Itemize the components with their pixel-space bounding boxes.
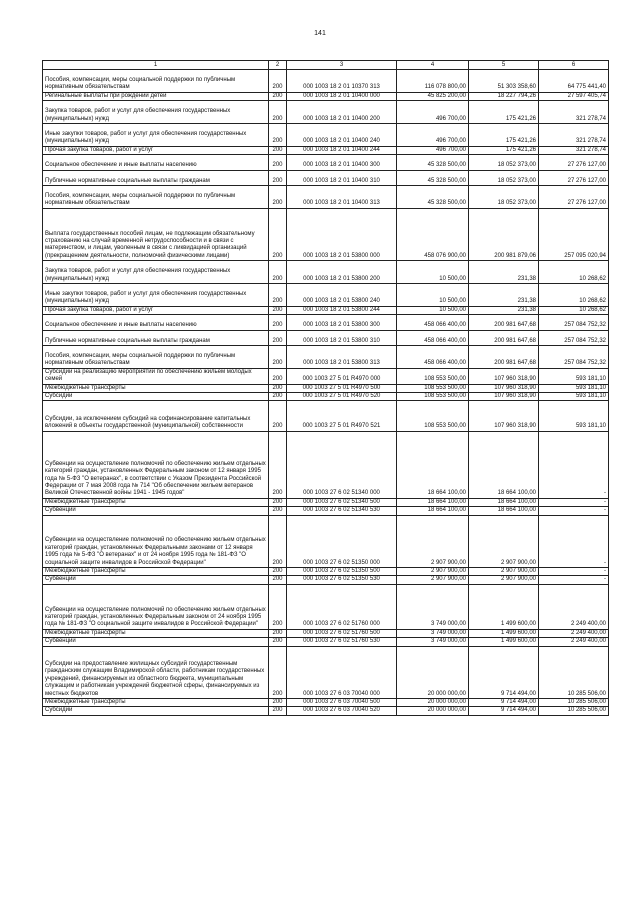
row-budget-code: 000 1003 18 2 01 53800 244: [287, 306, 397, 314]
table-row: [43, 431, 609, 498]
row-budget-code: 000 1003 27 6 02 51760 530: [287, 638, 397, 646]
row-budget-code: 000 1003 18 2 01 10400 244: [287, 146, 397, 154]
row-executed: 200 981 647,68: [469, 330, 539, 345]
row-unexecuted: 593 181,10: [539, 392, 609, 400]
row-budget-code: 000 1003 27 6 03 70040 500: [287, 698, 397, 706]
row-executed: 200 981 879,06: [469, 208, 539, 260]
table-row: [43, 306, 609, 314]
row-executed: 107 960 318,90: [469, 392, 539, 400]
row-executed: 1 499 600,00: [469, 629, 539, 637]
row-unexecuted: 321 278,74: [539, 101, 609, 124]
row-unexecuted: 27 597 405,74: [539, 92, 609, 100]
table-row: [43, 576, 609, 584]
row-approved: 3 749 000,00: [397, 584, 469, 629]
row-unexecuted: 2 249 400,00: [539, 629, 609, 637]
row-budget-code: 000 1003 27 6 02 51350 530: [287, 576, 397, 584]
row-budget-code: 000 1003 18 2 01 10370 313: [287, 70, 397, 93]
row-approved: 20 000 000,00: [397, 707, 469, 715]
row-approved: 496 700,00: [397, 101, 469, 124]
row-line-code: 200: [269, 185, 287, 208]
row-line-code: 200: [269, 392, 287, 400]
row-executed: 175 421,26: [469, 146, 539, 154]
row-budget-code: 000 1003 18 2 01 53800 300: [287, 315, 397, 330]
table-row: [43, 368, 609, 384]
header-row: [43, 61, 609, 70]
row-line-code: 200: [269, 707, 287, 715]
row-executed: 231,38: [469, 261, 539, 284]
page-number: 141: [314, 30, 326, 37]
row-approved: 20 000 000,00: [397, 698, 469, 706]
row-unexecuted: 257 084 752,32: [539, 315, 609, 330]
row-line-code: 200: [269, 498, 287, 506]
row-approved: 2 907 900,00: [397, 515, 469, 567]
row-executed: 51 303 358,60: [469, 70, 539, 93]
row-line-code: 200: [269, 384, 287, 392]
row-line-code: 200: [269, 170, 287, 185]
row-name: Субвенции на осуществление полномочий по обеспечению жильем отдельных категорий граждан, установленных Федеральными законами от 12 января 1995 года № 5-ФЗ "О ветеранах" и от 24 ноября 1995 года № 181-ФЗ "О социальной защите инвалидов в Российской Федерации": [43, 515, 269, 567]
row-executed: 9 714 494,00: [469, 707, 539, 715]
row-budget-code: 000 1003 27 5 01 R4970 500: [287, 384, 397, 392]
table-row: [43, 638, 609, 646]
row-name: Закупка товаров, работ и услуг для обеспечения государственных (муниципальных) нужд: [43, 261, 269, 284]
table-body: [43, 70, 609, 716]
row-executed: 9 714 494,00: [469, 646, 539, 698]
row-line-code: 200: [269, 638, 287, 646]
row-executed: 18 664 100,00: [469, 431, 539, 498]
row-approved: 45 328 500,00: [397, 185, 469, 208]
row-name: Межбюджетные трансферты: [43, 698, 269, 706]
table-row: [43, 629, 609, 637]
row-budget-code: 000 1003 18 2 01 53800 313: [287, 345, 397, 368]
row-budget-code: 000 1003 27 6 02 51760 500: [287, 629, 397, 637]
row-executed: 200 981 647,68: [469, 345, 539, 368]
row-name: Субвенции на осуществление полномочий по обеспечению жильем отдельных категорий граждан, установленных Федеральным законом от 24 ноября 1995 года № 181-ФЗ "О социальной защите инвалидов в Российской Федерации": [43, 584, 269, 629]
row-approved: 108 553 500,00: [397, 401, 469, 431]
row-unexecuted: 593 181,10: [539, 368, 609, 384]
row-approved: 45 825 200,00: [397, 92, 469, 100]
row-name: Межбюджетные трансферты: [43, 629, 269, 637]
row-approved: 458 066 400,00: [397, 330, 469, 345]
row-line-code: 200: [269, 584, 287, 629]
row-unexecuted: -: [539, 567, 609, 575]
row-line-code: 200: [269, 208, 287, 260]
row-unexecuted: 64 775 441,40: [539, 70, 609, 93]
row-executed: 2 907 900,00: [469, 515, 539, 567]
table-row: [43, 101, 609, 124]
table-row: [43, 392, 609, 400]
header-cell: 6: [539, 61, 609, 70]
row-line-code: 200: [269, 283, 287, 306]
table-row: [43, 315, 609, 330]
table-row: [43, 345, 609, 368]
row-name: Субвенции: [43, 576, 269, 584]
row-executed: 18 052 373,00: [469, 170, 539, 185]
row-line-code: 200: [269, 431, 287, 498]
row-name: Межбюджетные трансферты: [43, 567, 269, 575]
row-approved: 108 553 500,00: [397, 368, 469, 384]
row-approved: 45 328 500,00: [397, 155, 469, 170]
row-approved: 20 000 000,00: [397, 646, 469, 698]
row-approved: 18 664 100,00: [397, 498, 469, 506]
header-cell: 3: [287, 61, 397, 70]
row-budget-code: 000 1003 27 6 03 70040 000: [287, 646, 397, 698]
row-executed: 18 052 373,00: [469, 185, 539, 208]
row-executed: 231,38: [469, 306, 539, 314]
row-budget-code: 000 1003 27 6 02 51340 000: [287, 431, 397, 498]
row-executed: 18 664 100,00: [469, 498, 539, 506]
row-unexecuted: 27 276 127,00: [539, 155, 609, 170]
row-budget-code: 000 1003 27 5 01 R4970 000: [287, 368, 397, 384]
row-executed: 175 421,26: [469, 101, 539, 124]
row-budget-code: 000 1003 27 6 02 51340 500: [287, 498, 397, 506]
row-unexecuted: 27 276 127,00: [539, 185, 609, 208]
table-row: [43, 507, 609, 515]
row-approved: 18 664 100,00: [397, 431, 469, 498]
row-line-code: 200: [269, 315, 287, 330]
row-unexecuted: 593 181,10: [539, 384, 609, 392]
row-name: Пособия, компенсации, меры социальной поддержки по публичным нормативным обязательствам: [43, 185, 269, 208]
table-row: [43, 92, 609, 100]
row-unexecuted: 321 278,74: [539, 124, 609, 147]
row-budget-code: 000 1003 18 2 01 53800 000: [287, 208, 397, 260]
row-unexecuted: 2 249 400,00: [539, 638, 609, 646]
row-name: Субсидии на предоставление жилищных субсидий государственным гражданским служащим Владимирской области, работникам государственных учреждений, финансируемых из областного бюджета, муниципальным служащим и работникам учреждений бюджетной сферы, финансируемых из местных бюджетов: [43, 646, 269, 698]
row-approved: 458 066 400,00: [397, 345, 469, 368]
row-unexecuted: -: [539, 431, 609, 498]
table-row: [43, 261, 609, 284]
row-approved: 10 500,00: [397, 283, 469, 306]
row-executed: 107 960 318,90: [469, 401, 539, 431]
row-budget-code: 000 1003 18 2 01 53800 200: [287, 261, 397, 284]
row-name: Пособия, компенсации, меры социальной поддержки по публичным нормативным обязательствам: [43, 70, 269, 93]
row-unexecuted: 10 268,62: [539, 283, 609, 306]
row-unexecuted: 321 278,74: [539, 146, 609, 154]
row-unexecuted: 10 268,62: [539, 306, 609, 314]
row-name: Межбюджетные трансферты: [43, 384, 269, 392]
table-row: [43, 646, 609, 698]
table-row: [43, 185, 609, 208]
row-executed: 200 981 647,68: [469, 315, 539, 330]
row-name: Прочая закупка товаров, работ и услуг: [43, 306, 269, 314]
table-row: [43, 146, 609, 154]
row-budget-code: 000 1003 18 2 01 53800 310: [287, 330, 397, 345]
row-name: Прочая закупка товаров, работ и услуг: [43, 146, 269, 154]
row-approved: 10 500,00: [397, 306, 469, 314]
row-name: Публичные нормативные социальные выплаты гражданам: [43, 330, 269, 345]
row-approved: 458 066 400,00: [397, 315, 469, 330]
row-line-code: 200: [269, 576, 287, 584]
row-line-code: 200: [269, 698, 287, 706]
row-name: Субвенции: [43, 507, 269, 515]
row-unexecuted: 10 285 506,00: [539, 707, 609, 715]
row-name: Субвенции на осуществление полномочий по обеспечению жильем отдельных категорий граждан, установленных Федеральным законом от 12 января 1995 года № 5-ФЗ "О ветеранах", в соответствии с Указом Президента Российской Федерации от 7 мая 2008 года № 714 "Об обеспечении жильем ветеранов Великой Отечественной войны 1941 - 1945 годов": [43, 431, 269, 498]
row-approved: 496 700,00: [397, 124, 469, 147]
row-approved: 108 553 500,00: [397, 384, 469, 392]
row-approved: 458 076 900,00: [397, 208, 469, 260]
row-approved: 108 553 500,00: [397, 392, 469, 400]
row-budget-code: 000 1003 18 2 01 10400 300: [287, 155, 397, 170]
row-line-code: 200: [269, 330, 287, 345]
row-line-code: 200: [269, 515, 287, 567]
table-row: [43, 515, 609, 567]
row-approved: 10 500,00: [397, 261, 469, 284]
header-cell: 2: [269, 61, 287, 70]
row-unexecuted: 257 084 752,32: [539, 345, 609, 368]
row-executed: 9 714 494,00: [469, 698, 539, 706]
row-executed: 2 907 900,00: [469, 567, 539, 575]
table-row: [43, 707, 609, 715]
row-line-code: 200: [269, 567, 287, 575]
row-approved: 3 749 000,00: [397, 638, 469, 646]
row-executed: 18 052 373,00: [469, 155, 539, 170]
row-executed: 1 499 600,00: [469, 584, 539, 629]
row-budget-code: 000 1003 27 6 02 51350 000: [287, 515, 397, 567]
row-budget-code: 000 1003 27 6 03 70040 520: [287, 707, 397, 715]
table-row: [43, 698, 609, 706]
row-line-code: 200: [269, 101, 287, 124]
row-name: Субсидии, за исключением субсидий на софинансирование капитальных вложений в объекты государственной (муниципальной) собственности: [43, 401, 269, 431]
table-row: [43, 330, 609, 345]
row-line-code: 200: [269, 368, 287, 384]
row-name: Межбюджетные трансферты: [43, 498, 269, 506]
row-approved: 3 749 000,00: [397, 629, 469, 637]
row-budget-code: 000 1003 18 2 01 10400 310: [287, 170, 397, 185]
row-name: Выплата государственных пособий лицам, не подлежащим обязательному страхованию на случай временной нетрудоспособности и в связи с материнством, и лицам, уволенным в связи с ликвидацией организаций (прекращением деятельности, полномочий физическими лицами): [43, 208, 269, 260]
row-budget-code: 000 1003 27 5 01 R4970 520: [287, 392, 397, 400]
row-executed: 2 907 900,00: [469, 576, 539, 584]
row-executed: 18 227 794,26: [469, 92, 539, 100]
row-unexecuted: -: [539, 507, 609, 515]
row-line-code: 200: [269, 146, 287, 154]
row-unexecuted: 10 268,62: [539, 261, 609, 284]
table-row: [43, 124, 609, 147]
row-approved: 18 664 100,00: [397, 507, 469, 515]
header-cell: 4: [397, 61, 469, 70]
row-budget-code: 000 1003 18 2 01 10400 240: [287, 124, 397, 147]
row-name: Иные закупки товаров, работ и услуг для обеспечения государственных (муниципальных) нужд: [43, 283, 269, 306]
row-unexecuted: -: [539, 498, 609, 506]
row-executed: 107 960 318,90: [469, 368, 539, 384]
row-line-code: 200: [269, 306, 287, 314]
row-name: Регинальные выплаты при рождении детей: [43, 92, 269, 100]
row-approved: 45 328 500,00: [397, 170, 469, 185]
row-budget-code: 000 1003 18 2 01 10400 000: [287, 92, 397, 100]
row-name: Иные закупки товаров, работ и услуг для обеспечения государственных (муниципальных) нужд: [43, 124, 269, 147]
table-row: [43, 170, 609, 185]
table-row: [43, 208, 609, 260]
row-unexecuted: 10 285 506,00: [539, 646, 609, 698]
row-unexecuted: -: [539, 515, 609, 567]
table-row: [43, 384, 609, 392]
table-row: [43, 584, 609, 629]
row-unexecuted: 2 249 400,00: [539, 584, 609, 629]
row-budget-code: 000 1003 27 5 01 R4970 521: [287, 401, 397, 431]
row-line-code: 200: [269, 155, 287, 170]
row-budget-code: 000 1003 27 6 02 51760 000: [287, 584, 397, 629]
row-line-code: 200: [269, 401, 287, 431]
row-executed: 1 499 600,00: [469, 638, 539, 646]
row-budget-code: 000 1003 18 2 01 10400 313: [287, 185, 397, 208]
row-name: Субсидии на реализацию мероприятий по обеспечению жильем молодых семей: [43, 368, 269, 384]
row-unexecuted: 257 084 752,32: [539, 330, 609, 345]
row-budget-code: 000 1003 18 2 01 10400 200: [287, 101, 397, 124]
table-row: [43, 401, 609, 431]
row-budget-code: 000 1003 27 6 02 51340 530: [287, 507, 397, 515]
table-row: [43, 567, 609, 575]
row-line-code: 200: [269, 629, 287, 637]
row-name: Субсидии: [43, 707, 269, 715]
row-line-code: 200: [269, 124, 287, 147]
row-line-code: 200: [269, 261, 287, 284]
table-row: [43, 155, 609, 170]
header-cell: 5: [469, 61, 539, 70]
row-name: Публичные нормативные социальные выплаты гражданам: [43, 170, 269, 185]
row-budget-code: 000 1003 27 6 02 51350 500: [287, 567, 397, 575]
row-line-code: 200: [269, 507, 287, 515]
budget-table: [42, 60, 609, 716]
row-unexecuted: 257 095 020,94: [539, 208, 609, 260]
table-row: [43, 498, 609, 506]
row-approved: 2 907 900,00: [397, 576, 469, 584]
row-executed: 107 960 318,90: [469, 384, 539, 392]
row-approved: 2 907 900,00: [397, 567, 469, 575]
row-name: Пособия, компенсации, меры социальной поддержки по публичным нормативным обязательствам: [43, 345, 269, 368]
row-name: Закупка товаров, работ и услуг для обеспечения государственных (муниципальных) нужд: [43, 101, 269, 124]
row-approved: 496 700,00: [397, 146, 469, 154]
row-unexecuted: -: [539, 576, 609, 584]
row-executed: 231,38: [469, 283, 539, 306]
row-executed: 18 664 100,00: [469, 507, 539, 515]
table-row: [43, 283, 609, 306]
row-line-code: 200: [269, 92, 287, 100]
row-line-code: 200: [269, 345, 287, 368]
row-name: Социальное обеспечение и иные выплаты населению: [43, 315, 269, 330]
row-budget-code: 000 1003 18 2 01 53800 240: [287, 283, 397, 306]
row-approved: 116 078 800,00: [397, 70, 469, 93]
row-line-code: 200: [269, 646, 287, 698]
table-row: [43, 70, 609, 93]
row-name: Субвенции: [43, 638, 269, 646]
row-line-code: 200: [269, 70, 287, 93]
row-unexecuted: 10 285 506,00: [539, 698, 609, 706]
row-unexecuted: 593 181,10: [539, 401, 609, 431]
row-executed: 175 421,26: [469, 124, 539, 147]
header-cell: 1: [43, 61, 269, 70]
row-name: Социальное обеспечение и иные выплаты населению: [43, 155, 269, 170]
row-unexecuted: 27 276 127,00: [539, 170, 609, 185]
row-name: Субсидии: [43, 392, 269, 400]
